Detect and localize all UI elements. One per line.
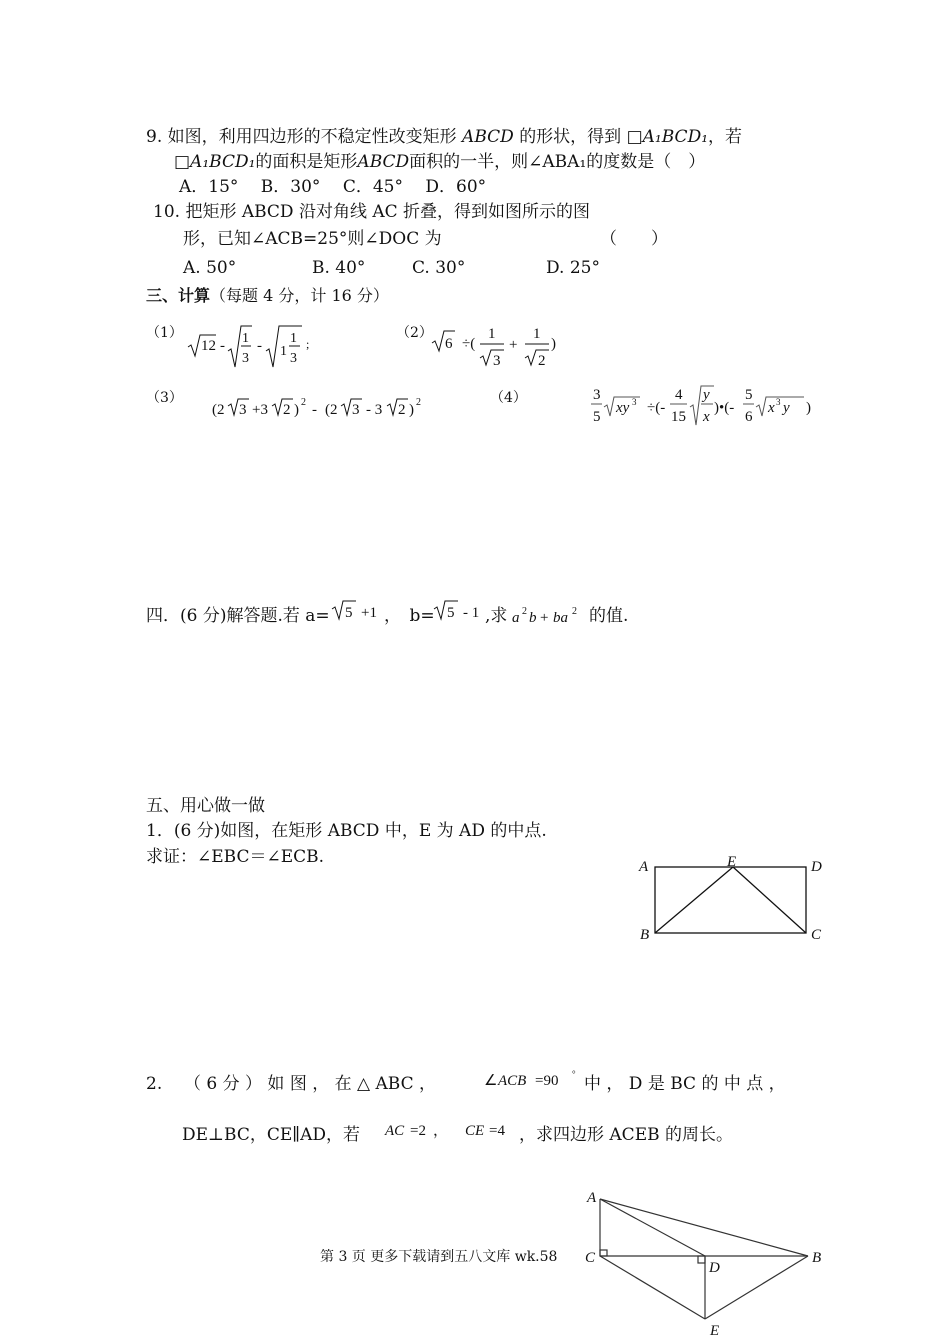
svg-text:=2: =2 [410,1123,426,1139]
section4-a-expression [330,597,390,623]
svg-text:6: 6 [745,409,753,425]
q9-number: 9. [146,127,163,147]
label-a-2: A [587,1190,597,1206]
section3-heading-row [146,285,389,307]
q9-text-4: 的面积是矩形 [255,152,358,172]
svg-text:3: 3 [632,397,637,407]
svg-text:- 1: - 1 [463,605,480,621]
svg-text:(2: (2 [212,402,225,418]
problem2-condition-end: ，求四边形 ACEB 的周长。 [519,1125,733,1145]
svg-text:=4: =4 [489,1123,505,1139]
q9-text-5: 面积的一半，则∠ABA₁的度数是（ ） [409,152,706,172]
problem4-label: （4） [490,390,527,406]
svg-text:3: 3 [239,402,247,418]
svg-text:÷(-: ÷(- [647,400,666,416]
svg-text:3: 3 [290,351,297,366]
q9-text-2: 的形状，得到 [519,127,622,147]
svg-text:3: 3 [493,353,501,369]
formula-4 [590,383,820,431]
svg-text:°: ° [572,1069,576,1079]
angle-acb-expression [484,1066,580,1092]
q9-text-3: ，若 [708,127,743,147]
svg-text:÷(: ÷( [462,336,476,352]
svg-text:+3: +3 [252,402,268,418]
rectangle-abcd [655,867,806,933]
segment-ab [600,1199,808,1256]
svg-text:5: 5 [447,605,455,621]
q10-line1: 10. 把矩形 ABCD 沿对角线 AC 折叠，得到如图所示的图 [153,202,591,222]
label-d: D [811,859,822,875]
svg-text:)•(-: )•(- [714,400,735,416]
svg-text:15: 15 [671,409,686,425]
svg-text:1: 1 [488,326,496,342]
svg-text:ACB: ACB [498,1073,527,1089]
label-c-2: C [585,1250,596,1266]
segment-eb [655,867,733,933]
svg-text:y: y [783,400,790,416]
label-d-2: D [709,1260,720,1276]
svg-text:-: - [220,338,225,354]
svg-text:2: 2 [283,402,291,418]
q10-option-b: B. 40° [312,258,366,278]
svg-text:4: 4 [675,387,683,403]
section4-end: 的值. [589,606,629,626]
page-footer: 第 3 页 更多下载请到五八文库 wk.58 [320,1249,558,1265]
section4-row [146,605,330,627]
section5-problem1-line2: 求证：∠EBC＝∠ECB. [146,847,325,867]
svg-text:+: + [540,610,549,626]
svg-text:2: 2 [398,402,406,418]
svg-text:x: x [703,409,710,425]
svg-text:): ) [409,402,414,418]
svg-text:+1: +1 [361,605,377,621]
svg-text:2: 2 [416,397,421,408]
label-a: A [639,859,649,875]
segment-ec [733,867,806,933]
q9-text-1: 如图，利用四边形的不稳定性改变矩形 [167,127,457,147]
svg-text:;: ; [306,337,310,351]
svg-text:): ) [806,400,811,416]
problem1-label: （1） [146,325,183,341]
q10-line2: 形，已知∠ACB=25°则∠DOC 为 [183,229,442,249]
svg-text:1: 1 [533,326,541,342]
section5-problem2-line1-end: 中 ， D 是 BC 的 中 点 ， [584,1074,786,1094]
svg-text:3: 3 [776,397,781,407]
svg-text:-: - [257,338,262,354]
svg-text:2: 2 [538,353,546,369]
formula-3 [212,390,452,424]
label-b: B [640,927,650,943]
svg-text:- 3: - 3 [366,402,383,418]
section3-heading: 三、计算 [146,286,211,305]
label-b-2: B [812,1250,822,1266]
segment-ce [600,1256,705,1319]
problem3-label: （3） [146,390,183,406]
svg-text:CE: CE [465,1123,485,1139]
svg-text:y: y [703,387,710,403]
section3-note: （每题 4 分，计 16 分） [210,286,389,305]
label-e: E [727,854,737,870]
ac-ce-expression [385,1116,525,1142]
q9-rect-name: ABCD [462,127,514,147]
svg-text:a: a [512,610,520,626]
svg-text:12: 12 [201,338,216,354]
section4-text-1: 四．(6 分)解答题.若 a= [146,606,330,626]
problem2-condition-pre: DE⊥BC，CE∥AD，若 [182,1125,361,1145]
svg-text:=90: =90 [535,1073,559,1089]
svg-text:5: 5 [345,605,353,621]
q9-line2 [174,151,705,173]
q10-option-a: A. 50° [183,258,237,278]
svg-text:b: b [529,610,537,626]
section4-b-expression [432,597,488,623]
svg-text:AC: AC [385,1123,405,1139]
svg-text:-: - [312,402,317,418]
q10-option-d: D. 25° [546,258,600,278]
svg-text:+: + [509,337,518,353]
label-c: C [811,927,822,943]
q10-option-c: C. 30° [412,258,466,278]
section5-problem2-number: 2. [146,1074,163,1094]
svg-text:∠: ∠ [484,1073,498,1089]
q9-para-name-2: □A₁BCD₁ [174,152,256,172]
section4-ask: ,求 [485,606,508,626]
section5-problem2-line1: （ 6 分 ） 如 图 ， 在 △ ABC ， [184,1074,437,1094]
q10-answer-paren: （ ） [600,229,668,249]
q9-para-name: □A₁BCD₁ [626,127,709,147]
q9-options: A．15° B．30° C．45° D．60° [179,177,487,197]
svg-text:2: 2 [572,606,577,617]
svg-text:3: 3 [593,387,601,403]
svg-text:xy: xy [616,400,630,416]
segment-eb [705,1256,808,1319]
svg-text:x: x [768,400,775,416]
svg-text:1: 1 [290,331,297,346]
svg-text:1: 1 [242,331,249,346]
section5-problem2-line2 [182,1124,360,1146]
section4-target-expression [511,602,589,628]
svg-text:1: 1 [280,344,287,359]
segment-ad [600,1199,705,1256]
svg-text:5: 5 [745,387,753,403]
q9-rect-name-2: ABCD [357,152,410,172]
section5-heading: 五、用心做一做 [146,796,265,816]
svg-text:): ) [294,402,299,418]
label-e-2: E [710,1323,720,1339]
formula-2 [430,318,570,372]
svg-text:): ) [551,336,556,352]
svg-text:(2: (2 [325,402,338,418]
svg-text:ba: ba [553,610,568,626]
right-angle-mark-c [600,1250,607,1256]
section4-b-label: ， b= [384,606,435,626]
svg-text:6: 6 [445,336,453,352]
right-angle-mark-d [698,1256,705,1263]
svg-text:3: 3 [242,351,249,366]
problem2-label: （2） [396,325,433,341]
svg-text:5: 5 [593,409,601,425]
svg-text:3: 3 [352,402,360,418]
svg-text:2: 2 [301,397,306,408]
q9-line1 [146,126,742,148]
rectangle-figure [636,852,836,952]
formula-1 [186,318,326,372]
svg-text:，: ， [433,1123,449,1139]
section5-problem1-line1: 1．(6 分)如图，在矩形 ABCD 中，E 为 AD 的中点. [146,821,547,841]
svg-text:2: 2 [522,606,527,617]
quadrilateral-figure [578,1182,838,1344]
